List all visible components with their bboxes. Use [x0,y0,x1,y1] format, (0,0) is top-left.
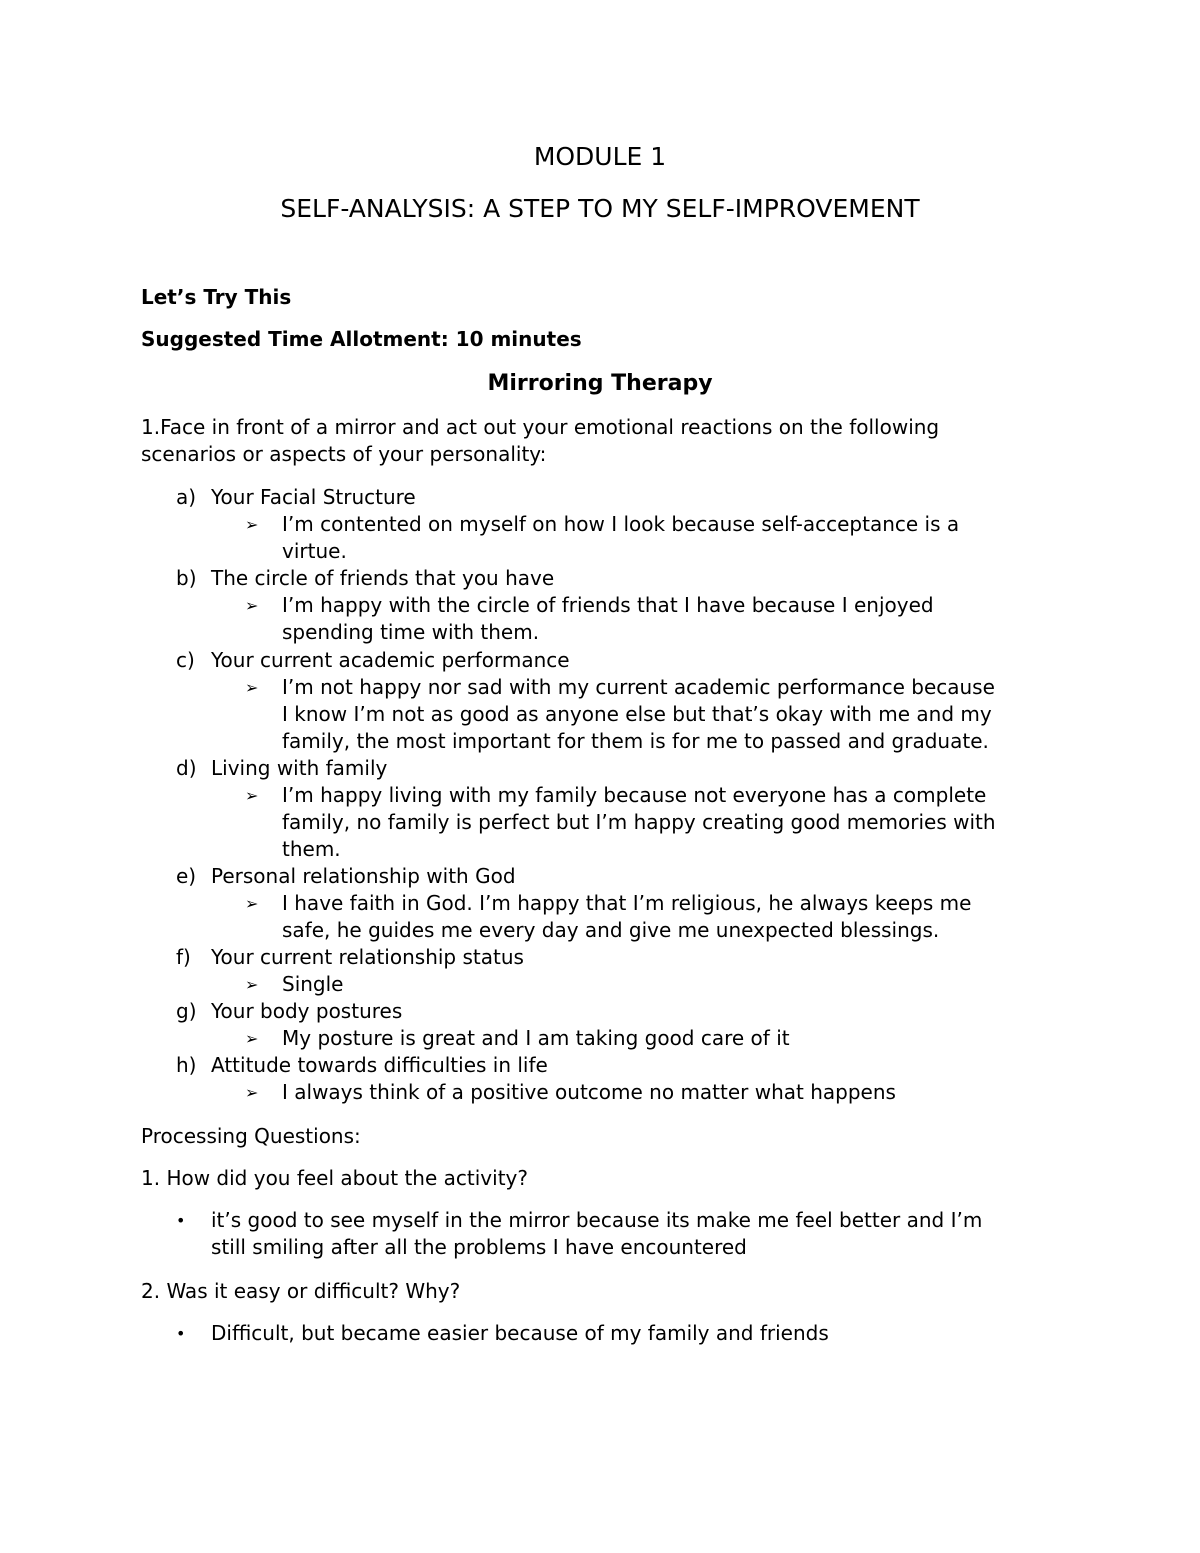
item-letter: h) [176,1053,197,1077]
answer-line: I have faith in God. I’m happy that I’m religious, he always keeps me [282,891,972,915]
item-text: Attitude towards difficulties in life [211,1053,548,1077]
item-text: The circle of friends that you have [211,566,555,590]
item-letter: c) [176,648,195,672]
answer-line: I’m happy living with my family because not everyone has a complete [282,783,987,807]
arrow-bullet-icon: ➢ [245,786,259,805]
instruction-line: scenarios or aspects of your personality: [141,442,547,466]
answer-line: I’m happy with the circle of friends that I have because I enjoyed [282,593,934,617]
answer-line: safe, he guides me every day and give me unexpected blessings. [282,918,940,942]
item-letter: g) [176,999,197,1023]
item-letter: e) [176,864,197,888]
question: 2. Was it easy or difficult? Why? [141,1279,461,1303]
arrow-bullet-icon: ➢ [245,1083,259,1102]
item-text: Your current academic performance [211,648,570,672]
answer-line: spending time with them. [282,620,540,644]
activity-title: Mirroring Therapy [487,371,713,396]
answer-line: Difficult, but became easier because of my family and friends [211,1321,829,1345]
question: 1. How did you feel about the activity? [141,1166,528,1190]
answer-line: family, the most important for them is for me to passed and graduate. [282,729,989,753]
module-subtitle: SELF-ANALYSIS: A STEP TO MY SELF-IMPROVEMENT [280,194,920,223]
item-text: Your Facial Structure [211,485,416,509]
answer-line: Single [282,972,344,996]
item-letter: a) [176,485,197,509]
item-text: Your body postures [211,999,403,1023]
answer-line: My posture is great and I am taking good care of it [282,1026,790,1050]
answer-line: I always think of a positive outcome no matter what happens [282,1080,896,1104]
item-letter: d) [176,756,197,780]
item-text: Your current relationship status [211,945,524,969]
item-text: Living with family [211,756,388,780]
arrow-bullet-icon: ➢ [245,678,259,697]
item-text: Personal relationship with God [211,864,516,888]
answer-line: I know I’m not as good as anyone else but that’s okay with me and my [282,702,992,726]
arrow-bullet-icon: ➢ [245,894,259,913]
answer-line: it’s good to see myself in the mirror because its make me feel better and I’m [211,1208,983,1232]
item-letter: b) [176,566,197,590]
module-title: MODULE 1 [533,142,667,171]
instruction-line: 1.Face in front of a mirror and act out your emotional reactions on the following [141,415,940,439]
arrow-bullet-icon: ➢ [245,596,259,615]
time-allotment: Suggested Time Allotment: 10 minutes [141,327,582,351]
answer-line: them. [282,837,341,861]
item-letter: f) [176,945,191,969]
lets-try-heading: Let’s Try This [141,285,292,309]
bullet-icon: • [176,1324,186,1343]
arrow-bullet-icon: ➢ [245,975,259,994]
processing-heading: Processing Questions: [141,1124,361,1148]
answer-line: still smiling after all the problems I have encountered [211,1235,747,1259]
bullet-icon: • [176,1211,186,1230]
arrow-bullet-icon: ➢ [245,1029,259,1048]
answer-line: I’m not happy nor sad with my current academic performance because [282,675,995,699]
arrow-bullet-icon: ➢ [245,515,259,534]
answer-line: virtue. [282,539,347,563]
answer-line: I’m contented on myself on how I look because self-acceptance is a [282,512,960,536]
answer-line: family, no family is perfect but I’m happy creating good memories with [282,810,996,834]
